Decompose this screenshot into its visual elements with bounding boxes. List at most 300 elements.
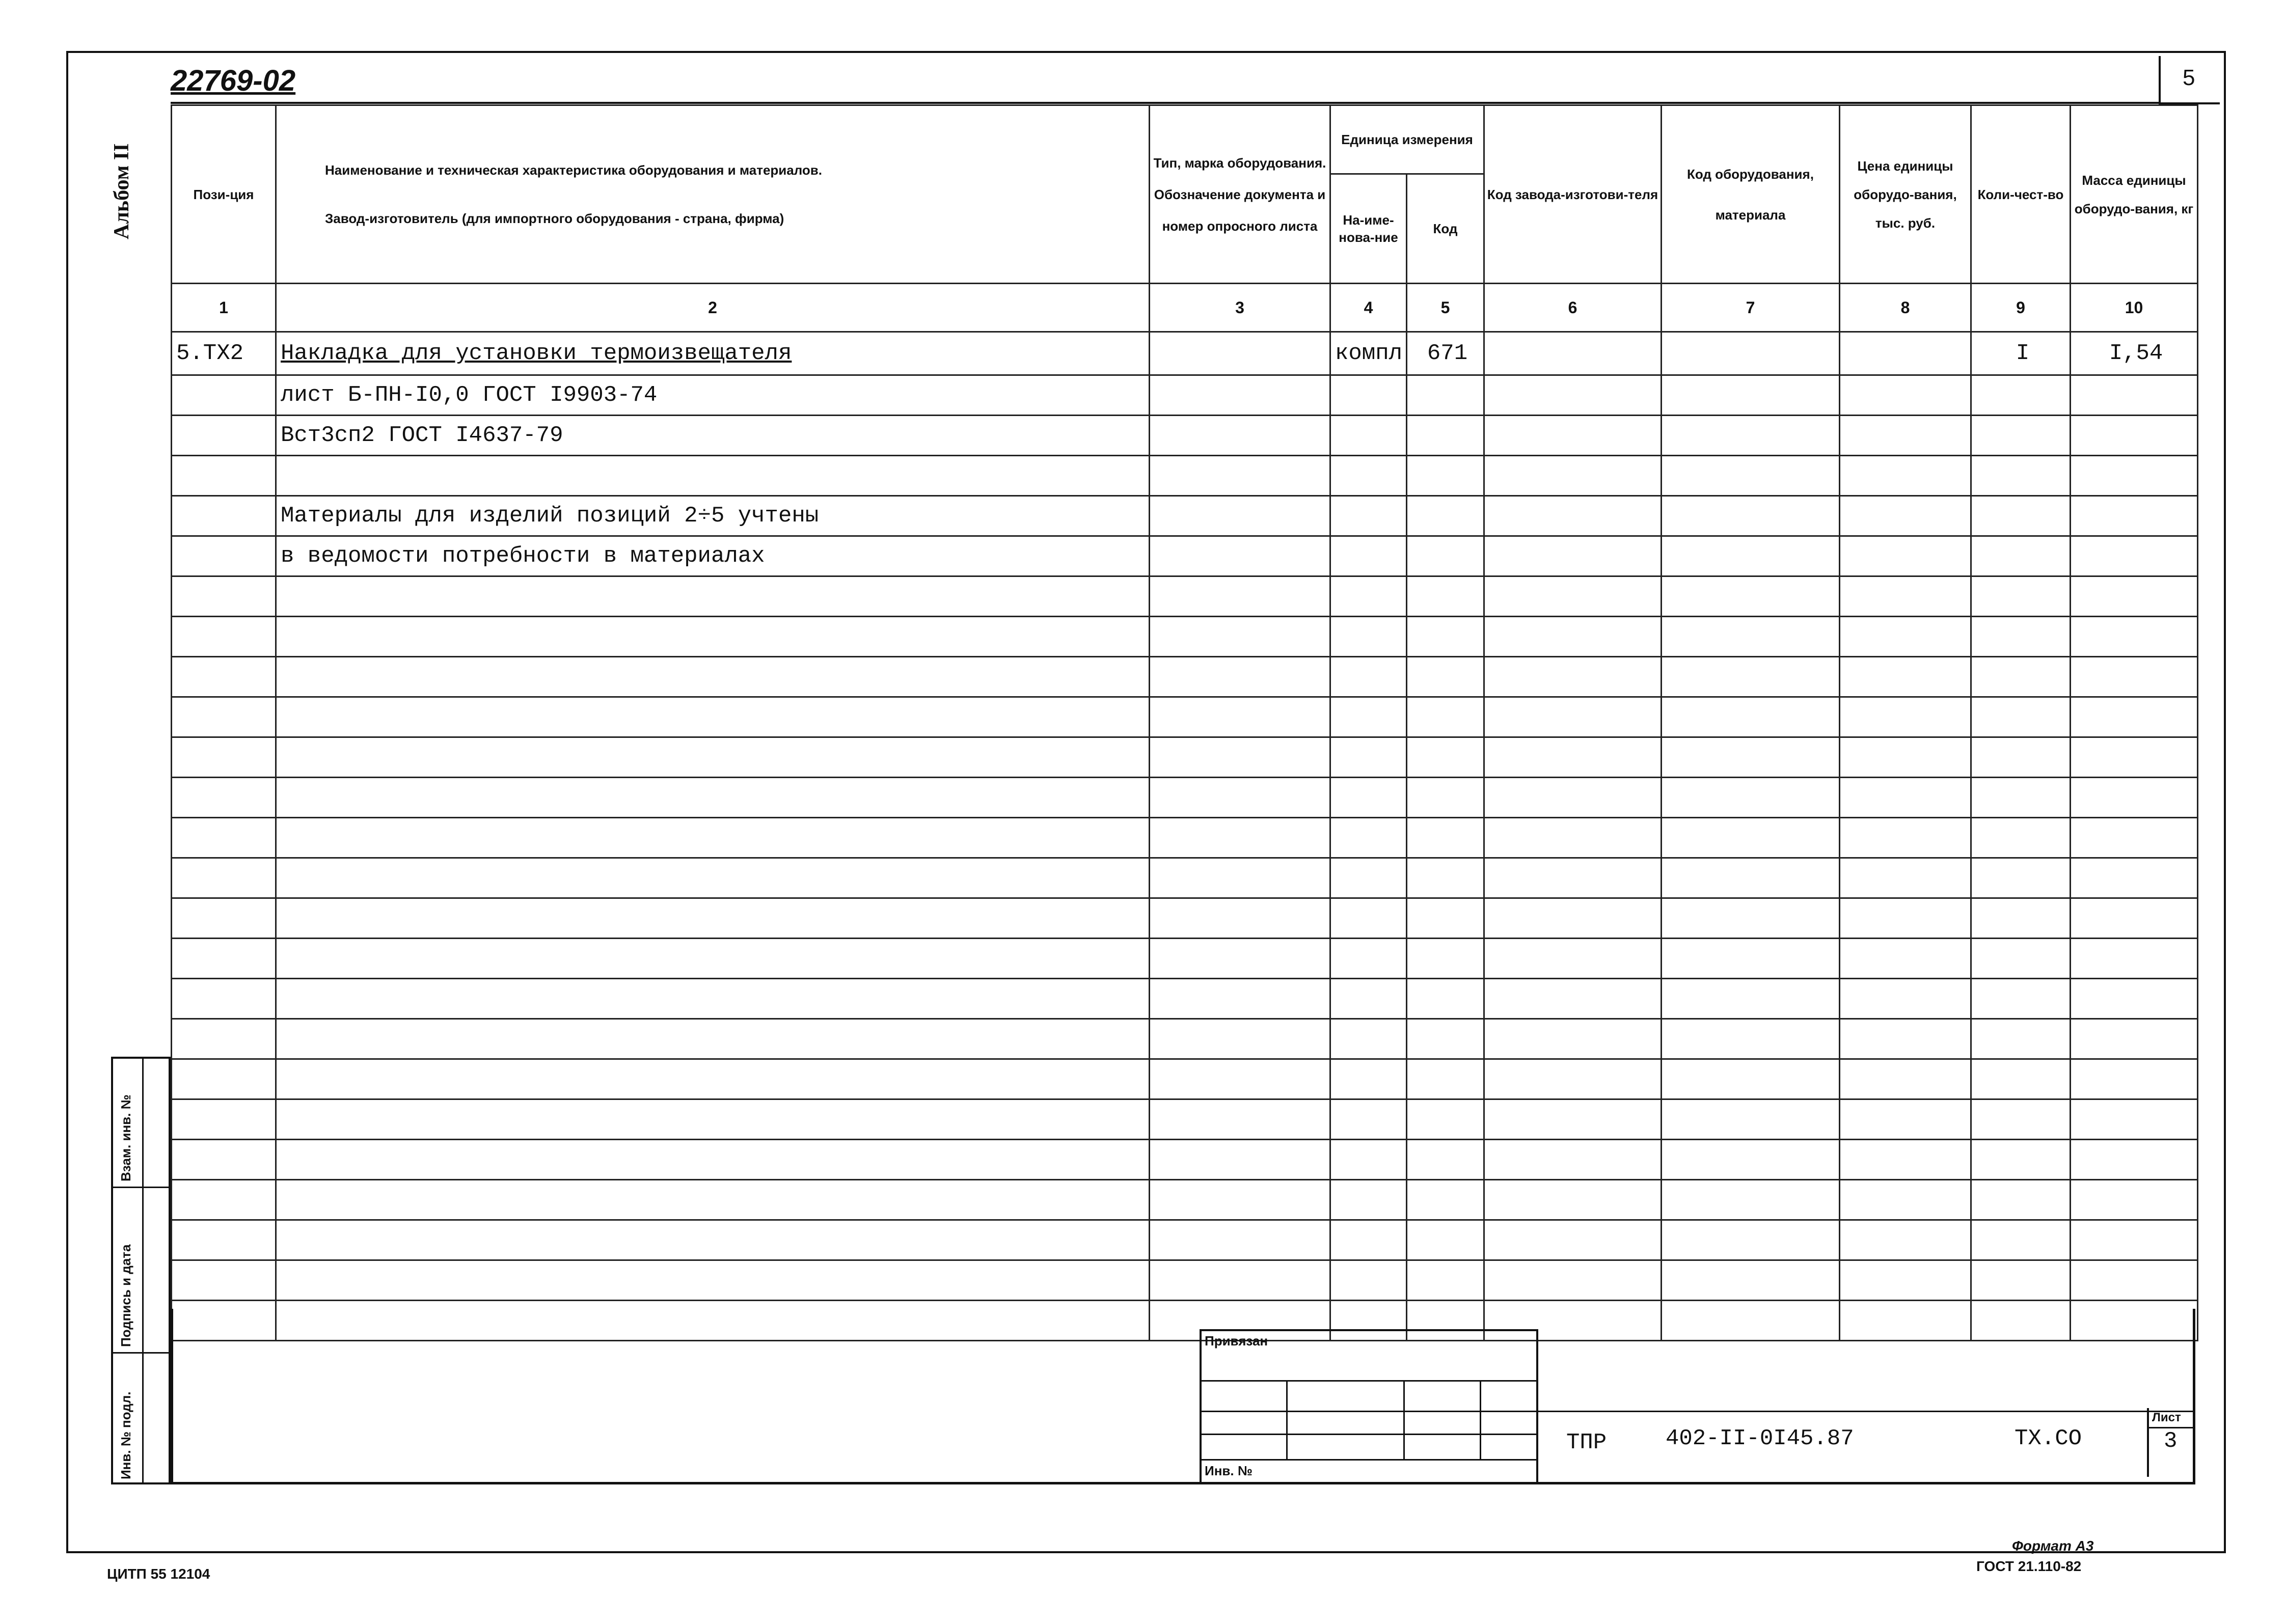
col-number-4: 4 <box>1330 284 1407 332</box>
album-label: Альбом II <box>110 143 133 239</box>
cell-unit <box>1330 697 1407 737</box>
cell-ecode <box>1662 657 1840 697</box>
table-row <box>172 898 2198 939</box>
cell-mass <box>2071 858 2198 898</box>
cell-name <box>276 576 1150 617</box>
cell-fcode <box>1484 737 1662 778</box>
cell-unit <box>1330 1180 1407 1220</box>
cell-qty <box>1971 536 2071 576</box>
cell-ecode <box>1662 818 1840 858</box>
cell-unit <box>1330 898 1407 939</box>
cell-price <box>1840 617 1971 657</box>
cell-type <box>1150 818 1330 858</box>
cell-ecode <box>1662 939 1840 979</box>
cell-code <box>1407 697 1484 737</box>
privyazan-grid-4 <box>1200 1459 1538 1461</box>
cell-name: в ведомости потребности в материалах <box>276 536 1150 576</box>
cell-code <box>1407 858 1484 898</box>
table-row <box>172 375 2198 416</box>
cell-mass <box>2071 496 2198 536</box>
cell-ecode <box>1662 858 1840 898</box>
cell-pos <box>172 416 276 456</box>
cell-pos <box>172 576 276 617</box>
cell-price <box>1840 697 1971 737</box>
cell-mass <box>2071 456 2198 496</box>
side-vzam: Взам. инв. № <box>118 1094 133 1181</box>
cell-qty <box>1971 617 2071 657</box>
cell-mass <box>2071 939 2198 979</box>
cell-name: Материалы для изделий позиций 2÷5 учтены <box>276 496 1150 536</box>
cell-type <box>1150 496 1330 536</box>
cell-fcode <box>1484 1019 1662 1059</box>
table-row <box>172 1260 2198 1301</box>
table-row <box>172 617 2198 657</box>
title-underline <box>171 102 2160 104</box>
privyazan-box <box>1200 1329 1538 1484</box>
cell-unit: компл <box>1330 332 1407 375</box>
cell-code <box>1407 979 1484 1019</box>
table-row <box>172 496 2198 536</box>
cell-code <box>1407 1260 1484 1301</box>
header-qty: Коли-чест-во <box>1971 105 2071 284</box>
cell-type <box>1150 1099 1330 1140</box>
col-number-10: 10 <box>2071 284 2198 332</box>
privyazan-grid <box>1200 1380 1538 1382</box>
specification-table <box>171 104 2198 1341</box>
cell-mass <box>2071 375 2198 416</box>
cell-fcode <box>1484 818 1662 858</box>
cell-ecode <box>1662 1059 1840 1099</box>
cell-ecode <box>1662 697 1840 737</box>
cell-qty <box>1971 375 2071 416</box>
cell-ecode <box>1662 1220 1840 1260</box>
cell-price <box>1840 818 1971 858</box>
cell-ecode <box>1662 617 1840 657</box>
cell-type <box>1150 1260 1330 1301</box>
cell-unit <box>1330 1099 1407 1140</box>
cell-qty <box>1971 778 2071 818</box>
table-row <box>172 1220 2198 1260</box>
col-number-1: 1 <box>172 284 276 332</box>
cell-unit <box>1330 737 1407 778</box>
header-name-line2: Завод-изготовитель (для импортного оборудования - страна, фирма) <box>325 210 784 226</box>
col-number-7: 7 <box>1662 284 1840 332</box>
cell-fcode <box>1484 697 1662 737</box>
cell-mass <box>2071 576 2198 617</box>
cell-unit <box>1330 657 1407 697</box>
cell-ecode <box>1662 898 1840 939</box>
sheet-label: Лист <box>2152 1411 2181 1424</box>
cell-fcode <box>1484 979 1662 1019</box>
cell-ecode <box>1662 1099 1840 1140</box>
privyazan-vline-3 <box>1480 1380 1481 1459</box>
cell-type <box>1150 1059 1330 1099</box>
cell-ecode <box>1662 496 1840 536</box>
cell-code <box>1407 657 1484 697</box>
cell-fcode <box>1484 1140 1662 1180</box>
doc-number: 22769-02 <box>171 64 296 97</box>
cell-ecode <box>1662 1180 1840 1220</box>
cell-qty <box>1971 898 2071 939</box>
cell-price <box>1840 898 1971 939</box>
cell-unit <box>1330 416 1407 456</box>
table-row <box>172 657 2198 697</box>
cell-unit <box>1330 858 1407 898</box>
cell-qty <box>1971 456 2071 496</box>
header-unit-group: Единица измерения <box>1330 105 1484 174</box>
cell-name <box>276 1019 1150 1059</box>
cell-qty <box>1971 737 2071 778</box>
cell-name <box>276 737 1150 778</box>
cell-name <box>276 898 1150 939</box>
cell-pos <box>172 818 276 858</box>
cell-pos <box>172 697 276 737</box>
cell-mass <box>2071 1180 2198 1220</box>
cell-fcode <box>1484 456 1662 496</box>
project-code: 402-II-0I45.87 <box>1666 1426 1854 1451</box>
cell-price <box>1840 1260 1971 1301</box>
cell-pos <box>172 1260 276 1301</box>
header-price: Цена единицы оборудо-вания, тыс. руб. <box>1840 105 1971 284</box>
cell-mass <box>2071 657 2198 697</box>
cell-name <box>276 1220 1150 1260</box>
table-row <box>172 1099 2198 1140</box>
cell-price <box>1840 1220 1971 1260</box>
table-row <box>172 416 2198 456</box>
cell-price <box>1840 332 1971 375</box>
cell-ecode <box>1662 1140 1840 1180</box>
cell-unit <box>1330 818 1407 858</box>
cell-name <box>276 1099 1150 1140</box>
page-number: 5 <box>2183 65 2195 90</box>
cell-unit <box>1330 1220 1407 1260</box>
cell-ecode <box>1662 456 1840 496</box>
cell-pos <box>172 1099 276 1140</box>
cell-pos <box>172 1019 276 1059</box>
cell-mass <box>2071 617 2198 657</box>
header-unit-code: Код <box>1407 174 1484 284</box>
cell-fcode <box>1484 898 1662 939</box>
cell-fcode <box>1484 657 1662 697</box>
cell-unit <box>1330 496 1407 536</box>
cell-qty <box>1971 1140 2071 1180</box>
cell-fcode <box>1484 1099 1662 1140</box>
cell-price <box>1840 657 1971 697</box>
table-row <box>172 737 2198 778</box>
cell-fcode <box>1484 496 1662 536</box>
cell-code <box>1407 939 1484 979</box>
header-type: Тип, марка оборудования. Обозначение документа и номер опросного листа <box>1150 105 1330 284</box>
cell-type <box>1150 1140 1330 1180</box>
cell-code <box>1407 416 1484 456</box>
cell-mass <box>2071 1059 2198 1099</box>
cell-name <box>276 657 1150 697</box>
cell-pos <box>172 657 276 697</box>
footer-gost: ГОСТ 21.110-82 <box>1976 1558 2082 1574</box>
cell-price <box>1840 456 1971 496</box>
cell-ecode <box>1662 416 1840 456</box>
cell-code <box>1407 898 1484 939</box>
table-row <box>172 1019 2198 1059</box>
cell-ecode <box>1662 375 1840 416</box>
cell-type <box>1150 456 1330 496</box>
cell-fcode <box>1484 1220 1662 1260</box>
table-row <box>172 979 2198 1019</box>
cell-code <box>1407 496 1484 536</box>
cell-pos <box>172 375 276 416</box>
cell-pos <box>172 898 276 939</box>
cell-type <box>1150 1019 1330 1059</box>
table-row <box>172 858 2198 898</box>
cell-fcode <box>1484 1260 1662 1301</box>
cell-pos <box>172 617 276 657</box>
cell-type <box>1150 375 1330 416</box>
cell-type <box>1150 617 1330 657</box>
cell-qty <box>1971 576 2071 617</box>
cell-mass <box>2071 1019 2198 1059</box>
cell-unit <box>1330 617 1407 657</box>
cell-name <box>276 1059 1150 1099</box>
side-inv: Инв. № подл. <box>118 1391 133 1479</box>
cell-mass <box>2071 1220 2198 1260</box>
header-name <box>276 105 1150 284</box>
cell-price <box>1840 416 1971 456</box>
cell-mass <box>2071 818 2198 858</box>
cell-pos <box>172 858 276 898</box>
footer-left: ЦИТП 55 12104 <box>107 1566 210 1582</box>
cell-pos <box>172 778 276 818</box>
cell-unit <box>1330 1140 1407 1180</box>
cell-qty <box>1971 697 2071 737</box>
cell-price <box>1840 1140 1971 1180</box>
cell-fcode <box>1484 858 1662 898</box>
cell-qty <box>1971 818 2071 858</box>
col-number-3: 3 <box>1150 284 1330 332</box>
cell-type <box>1150 979 1330 1019</box>
cell-type <box>1150 657 1330 697</box>
cell-unit <box>1330 1059 1407 1099</box>
cell-name <box>276 778 1150 818</box>
cell-code <box>1407 1140 1484 1180</box>
col-number-6: 6 <box>1484 284 1662 332</box>
cell-qty <box>1971 416 2071 456</box>
cell-type <box>1150 1180 1330 1220</box>
privyazan-vline-1 <box>1286 1380 1288 1459</box>
header-factory-code: Код завода-изготови-теля <box>1484 105 1662 284</box>
cell-qty <box>1971 496 2071 536</box>
cell-ecode <box>1662 332 1840 375</box>
cell-pos <box>172 1059 276 1099</box>
cell-pos <box>172 496 276 536</box>
cell-ecode <box>1662 979 1840 1019</box>
cell-code <box>1407 1099 1484 1140</box>
cell-name <box>276 979 1150 1019</box>
col-number-9: 9 <box>1971 284 2071 332</box>
cell-code <box>1407 818 1484 858</box>
cell-pos: 5.ТХ2 <box>172 332 276 375</box>
side-stamp-line2 <box>111 1352 171 1354</box>
cell-name <box>276 697 1150 737</box>
table-row <box>172 332 2198 375</box>
table-row <box>172 939 2198 979</box>
cell-unit <box>1330 979 1407 1019</box>
header-equipment-code: Код оборудования, материала <box>1662 105 1840 284</box>
cell-price <box>1840 496 1971 536</box>
privyazan-grid-2 <box>1200 1411 1538 1412</box>
cell-mass <box>2071 697 2198 737</box>
privyazan-grid-3 <box>1200 1434 1538 1435</box>
cell-code <box>1407 737 1484 778</box>
cell-name: Накладка для установки термоизвещателя <box>276 332 1150 375</box>
cell-price <box>1840 536 1971 576</box>
cell-code <box>1407 375 1484 416</box>
cell-name <box>276 1260 1150 1301</box>
table-row <box>172 536 2198 576</box>
cell-fcode <box>1484 1180 1662 1220</box>
cell-name: Вст3сп2 ГОСТ I4637-79 <box>276 416 1150 456</box>
cell-price <box>1840 375 1971 416</box>
header-position: Пози-ция <box>172 105 276 284</box>
cell-type <box>1150 576 1330 617</box>
cell-ecode <box>1662 576 1840 617</box>
cell-fcode <box>1484 617 1662 657</box>
cell-mass <box>2071 778 2198 818</box>
cell-code <box>1407 576 1484 617</box>
cell-ecode <box>1662 536 1840 576</box>
footer-format: Формат А3 <box>2012 1538 2094 1554</box>
cell-price <box>1840 1180 1971 1220</box>
cell-fcode <box>1484 1059 1662 1099</box>
cell-fcode <box>1484 778 1662 818</box>
cell-pos <box>172 536 276 576</box>
cell-price <box>1840 1059 1971 1099</box>
cell-type <box>1150 858 1330 898</box>
cell-unit <box>1330 1019 1407 1059</box>
col-number-2: 2 <box>276 284 1150 332</box>
privyazan-label: Привязан <box>1205 1333 1268 1348</box>
table-row <box>172 1059 2198 1099</box>
cell-pos <box>172 456 276 496</box>
cell-price <box>1840 778 1971 818</box>
table-row <box>172 697 2198 737</box>
cell-name <box>276 1180 1150 1220</box>
cell-code <box>1407 1019 1484 1059</box>
cell-code <box>1407 778 1484 818</box>
cell-type <box>1150 697 1330 737</box>
cell-unit <box>1330 456 1407 496</box>
cell-price <box>1840 939 1971 979</box>
header-mass: Масса единицы оборудо-вания, кг <box>2071 105 2198 284</box>
cell-code <box>1407 1220 1484 1260</box>
cell-code: 671 <box>1407 332 1484 375</box>
cell-ecode <box>1662 1019 1840 1059</box>
mark-code: ТХ.СО <box>2015 1426 2082 1451</box>
cell-price <box>1840 737 1971 778</box>
cell-qty <box>1971 1180 2071 1220</box>
cell-qty <box>1971 1099 2071 1140</box>
cell-type <box>1150 1220 1330 1260</box>
cell-name: лист Б-ПН-I0,0 ГОСТ I9903-74 <box>276 375 1150 416</box>
cell-unit <box>1330 1260 1407 1301</box>
cell-pos <box>172 1140 276 1180</box>
cell-qty <box>1971 858 2071 898</box>
cell-ecode <box>1662 1260 1840 1301</box>
cell-mass: I,54 <box>2071 332 2198 375</box>
cell-mass <box>2071 979 2198 1019</box>
side-stamp-line1 <box>111 1187 171 1188</box>
cell-qty <box>1971 1220 2071 1260</box>
cell-mass <box>2071 898 2198 939</box>
cell-type <box>1150 332 1330 375</box>
cell-mass <box>2071 737 2198 778</box>
cell-pos <box>172 939 276 979</box>
cell-fcode <box>1484 939 1662 979</box>
cell-mass <box>2071 416 2198 456</box>
table-row <box>172 576 2198 617</box>
col-number-5: 5 <box>1407 284 1484 332</box>
cell-name <box>276 456 1150 496</box>
cell-code <box>1407 617 1484 657</box>
cell-unit <box>1330 576 1407 617</box>
cell-name <box>276 1140 1150 1180</box>
sheet-number: 3 <box>2164 1428 2178 1454</box>
cell-price <box>1840 576 1971 617</box>
tpr-label: ТПР <box>1566 1430 1607 1455</box>
cell-qty <box>1971 1059 2071 1099</box>
title-block-top-line <box>1538 1411 2195 1412</box>
cell-pos <box>172 1220 276 1260</box>
cell-type <box>1150 536 1330 576</box>
cell-unit <box>1330 778 1407 818</box>
bottom-stamp-area <box>171 1309 2195 1484</box>
cell-mass <box>2071 536 2198 576</box>
cell-mass <box>2071 1140 2198 1180</box>
cell-unit <box>1330 375 1407 416</box>
header-name-line1: Наименование и техническая характеристика оборудования и материалов. <box>325 162 823 178</box>
side-podpis: Подпись и дата <box>118 1244 133 1347</box>
cell-type <box>1150 778 1330 818</box>
cell-type <box>1150 416 1330 456</box>
cell-ecode <box>1662 778 1840 818</box>
cell-qty <box>1971 1260 2071 1301</box>
header-unit-name: На-име-нова-ние <box>1330 174 1407 284</box>
table-row <box>172 1140 2198 1180</box>
cell-price <box>1840 1099 1971 1140</box>
cell-name <box>276 818 1150 858</box>
cell-qty: I <box>1971 332 2071 375</box>
cell-fcode <box>1484 332 1662 375</box>
cell-qty <box>1971 979 2071 1019</box>
cell-code <box>1407 1059 1484 1099</box>
privyazan-vline-2 <box>1403 1380 1405 1459</box>
cell-code <box>1407 1180 1484 1220</box>
cell-name <box>276 617 1150 657</box>
cell-qty <box>1971 1019 2071 1059</box>
cell-pos <box>172 1180 276 1220</box>
cell-fcode <box>1484 576 1662 617</box>
cell-fcode <box>1484 416 1662 456</box>
cell-type <box>1150 737 1330 778</box>
cell-fcode <box>1484 375 1662 416</box>
cell-type <box>1150 939 1330 979</box>
cell-ecode <box>1662 737 1840 778</box>
cell-code <box>1407 536 1484 576</box>
table-row <box>172 456 2198 496</box>
cell-price <box>1840 1019 1971 1059</box>
cell-mass <box>2071 1260 2198 1301</box>
table-row <box>172 818 2198 858</box>
cell-price <box>1840 858 1971 898</box>
